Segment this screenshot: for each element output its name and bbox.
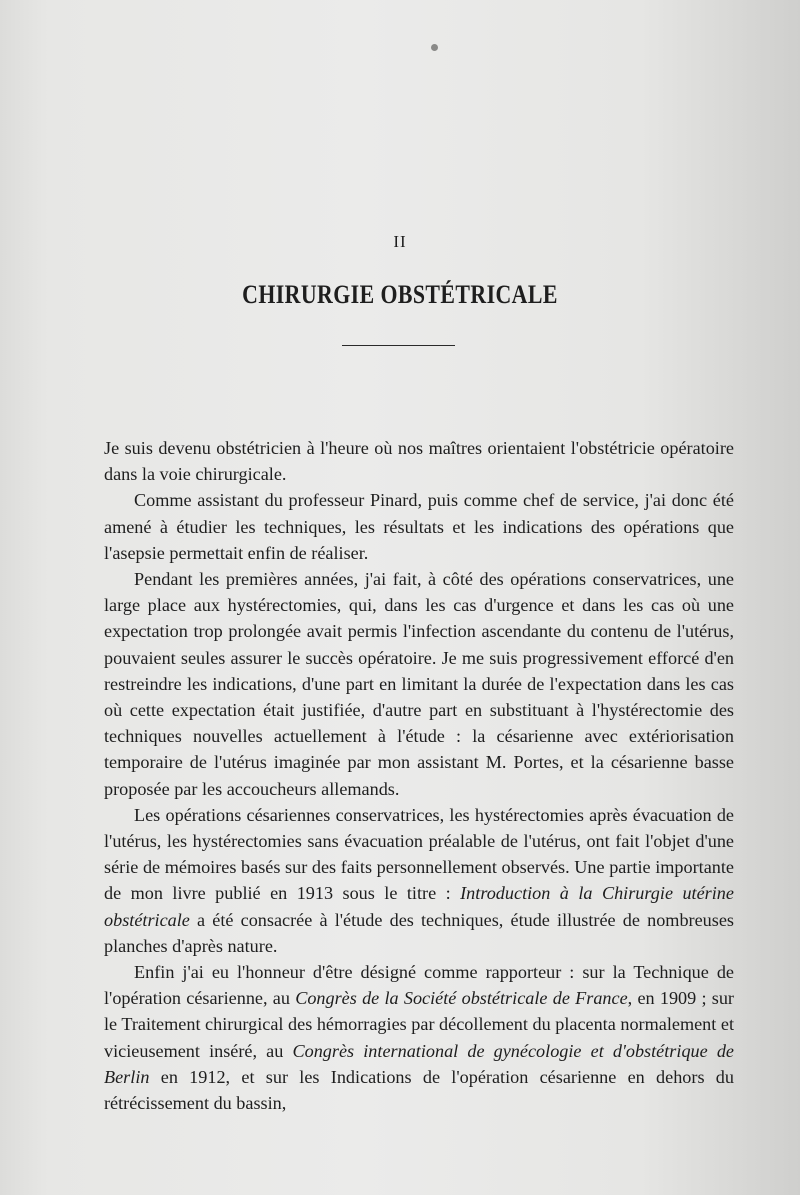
title-divider: [342, 345, 455, 346]
text-run: Pendant les premières années, j'ai fait, à côté des opérations conservatrices, une large place aux hystérectomies, qui, dans les cas d'urgence et dans les cas où une expectation trop prolongée avait permis l'infection ascendante du contenu de l'utérus, pouvaient seules assurer le succès opératoire. Je me suis progressivement efforcé d'en restreindre les indications, d'une part en limitant la durée de l'expectation dans les cas où cette expectation était justifiée, d'autre part en substituant à l'hystérectomie des techniques nouvelles actuellement à l'étude : la césarienne avec extériorisation temporaire de l'utérus imaginée par mon assistant M. Portes, et la césarienne basse proposée par les accoucheurs allemands.: [104, 569, 734, 799]
text-run: , en 1909 ; sur le Traitement chirurgical des hémorragies par décollement du placenta normalement et vicieusement inséré, au: [104, 988, 734, 1061]
paragraph: [104, 802, 734, 959]
ink-speck: [431, 44, 438, 51]
book-title: Introduction à la Chirurgie utérine obstétricale: [104, 883, 734, 930]
paragraph: [104, 566, 734, 802]
text-run: Je suis devenu obstétricien à l'heure où nos maîtres orientaient l'obstétricie opératoire dans la voie chirurgicale.: [104, 438, 734, 485]
paragraph: [104, 487, 734, 566]
paragraph: [104, 435, 734, 487]
body-text: [104, 435, 734, 1116]
text-run: Enfin j'ai eu l'honneur d'être désigné comme rapporteur : sur la Technique de l'opération césarienne, au: [104, 962, 734, 1009]
text-run: a été consacrée à l'étude des techniques, étude illustrée de nombreuses planches d'après nature.: [104, 909, 734, 956]
chapter-title: CHIRURGIE OBSTÉTRICALE: [242, 280, 558, 309]
paragraph: [104, 959, 734, 1116]
congress-name: Congrès de la Société obstétricale de France: [295, 988, 628, 1009]
congress-name: Congrès international de gynécologie et d'obstétrique de Berlin: [104, 1040, 734, 1087]
section-number: II: [393, 232, 407, 251]
text-run: Comme assistant du professeur Pinard, puis comme chef de service, j'ai donc été amené à étudier les techniques, les résultats et les indications des opérations que l'asepsie permettait enfin de réaliser.: [104, 490, 734, 563]
text-run: Les opérations césariennes conservatrices, les hystérectomies après évacuation de l'utérus, les hystérectomies sans évacuation préalable de l'utérus, ont fait l'objet d'une série de mémoires basés sur des faits personnellement observés. Une partie importante de mon livre publié en 1913 sous le titre :: [104, 804, 734, 904]
text-run: en 1912, et sur les Indications de l'opération césarienne en dehors du rétrécissement du bassin,: [104, 1066, 734, 1114]
